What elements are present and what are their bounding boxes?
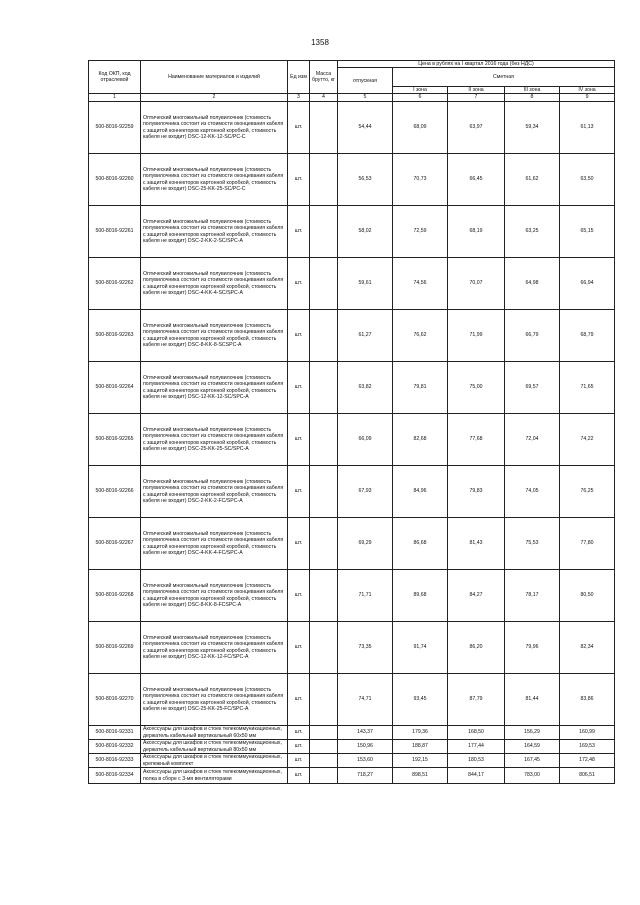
index-cell: 6: [393, 94, 448, 102]
release-price-cell: 153,60: [338, 754, 393, 768]
zone-2-price-cell: 68,19: [448, 206, 505, 258]
mass-cell: [310, 726, 338, 740]
header-release: отпускная: [338, 68, 393, 94]
code-cell: 500-8016-92331: [89, 726, 141, 740]
release-price-cell: 58,02: [338, 206, 393, 258]
mass-cell: [310, 466, 338, 518]
release-price-cell: 73,35: [338, 622, 393, 674]
mass-cell: [310, 570, 338, 622]
unit-cell: шт.: [288, 754, 310, 768]
table-row: [89, 206, 615, 258]
header-unit: Ед изм: [288, 61, 310, 94]
zone-3-price-cell: 69,57: [505, 362, 560, 414]
release-price-cell: 59,61: [338, 258, 393, 310]
mass-cell: [310, 622, 338, 674]
code-cell: 500-8016-92333: [89, 754, 141, 768]
zone-4-price-cell: 77,80: [560, 518, 615, 570]
zone-2-price-cell: 180,53: [448, 754, 505, 768]
zone-1-price-cell: 84,96: [393, 466, 448, 518]
release-price-cell: 143,37: [338, 726, 393, 740]
release-price-cell: 54,44: [338, 102, 393, 154]
name-cell: Оптический многожильный полувилочник (стоимость полувилочника состоит из стоимости оконцевания кабеля с защитой коннекторов картонной коробкой, стоимость кабеля не входит) DSC-25-KK-25-FC/SPC-A: [141, 674, 288, 726]
unit-cell: шт.: [288, 310, 310, 362]
table-row: [89, 362, 615, 414]
unit-cell: шт.: [288, 768, 310, 784]
zone-4-price-cell: 74,22: [560, 414, 615, 466]
table-row: [89, 570, 615, 622]
release-price-cell: 66,09: [338, 414, 393, 466]
name-cell: Оптический многожильный полувилочник (стоимость полувилочника состоит из стоимости оконцевания кабеля с защитой коннекторов картонной коробкой, стоимость кабеля не входит) DSC-2-KK-2-SC/SPC-A: [141, 206, 288, 258]
zone-2-price-cell: 87,79: [448, 674, 505, 726]
zone-4-price-cell: 61,13: [560, 102, 615, 154]
zone-4-price-cell: 83,86: [560, 674, 615, 726]
zone-3-price-cell: 79,96: [505, 622, 560, 674]
code-cell: 500-8016-92265: [89, 414, 141, 466]
zone-2-price-cell: 71,99: [448, 310, 505, 362]
zone-3-price-cell: 74,05: [505, 466, 560, 518]
name-cell: Оптический многожильный полувилочник (стоимость полувилочника состоит из стоимости оконцевания кабеля с защитой коннекторов картонной коробкой, стоимость кабеля не входит) DSC-12-KK-12-SC/SPC-A: [141, 362, 288, 414]
index-cell: 9: [560, 94, 615, 102]
zone-4-price-cell: 172,48: [560, 754, 615, 768]
zone-3-price-cell: 81,44: [505, 674, 560, 726]
zone-3-price-cell: 164,59: [505, 740, 560, 754]
unit-cell: шт.: [288, 206, 310, 258]
name-cell: Аксессуары для шкафов и стоек телекоммуникационных, полка в сборе с 3-мя вентиляторами: [141, 768, 288, 784]
header-zone-3: III зона: [505, 86, 560, 93]
zone-2-price-cell: 79,83: [448, 466, 505, 518]
header-zone-4: IV зона: [560, 86, 615, 93]
release-price-cell: 61,27: [338, 310, 393, 362]
table-row: [89, 414, 615, 466]
zone-3-price-cell: 783,00: [505, 768, 560, 784]
zone-4-price-cell: 169,53: [560, 740, 615, 754]
release-price-cell: 150,96: [338, 740, 393, 754]
header-name: Наименование материалов и изделий: [141, 61, 288, 94]
code-cell: 500-8016-92269: [89, 622, 141, 674]
unit-cell: шт.: [288, 154, 310, 206]
code-cell: 500-8016-92332: [89, 740, 141, 754]
release-price-cell: 67,93: [338, 466, 393, 518]
header-estimate: Сметная: [393, 68, 615, 86]
unit-cell: шт.: [288, 740, 310, 754]
name-cell: Оптический многожильный полувилочник (стоимость полувилочника состоит из стоимости оконцевания кабеля с защитой коннекторов картонной коробкой, стоимость кабеля не входит) DSC-12-KK-12-SC/PC-C: [141, 102, 288, 154]
name-cell: Оптический многожильный полувилочник (стоимость полувилочника состоит из стоимости оконцевания кабеля с защитой коннекторов картонной коробкой, стоимость кабеля не входит) DSC-8-KK-8-FCSPC-A: [141, 570, 288, 622]
name-cell: Аксессуары для шкафов и стоек телекоммуникационных, крепежный комплект: [141, 754, 288, 768]
unit-cell: шт.: [288, 570, 310, 622]
release-price-cell: 63,82: [338, 362, 393, 414]
table-row: [89, 154, 615, 206]
zone-4-price-cell: 66,94: [560, 258, 615, 310]
zone-2-price-cell: 84,27: [448, 570, 505, 622]
zone-1-price-cell: 192,15: [393, 754, 448, 768]
unit-cell: шт.: [288, 674, 310, 726]
zone-2-price-cell: 63,97: [448, 102, 505, 154]
zone-3-price-cell: 63,25: [505, 206, 560, 258]
release-price-cell: 56,53: [338, 154, 393, 206]
unit-cell: шт.: [288, 622, 310, 674]
unit-cell: шт.: [288, 362, 310, 414]
mass-cell: [310, 740, 338, 754]
unit-cell: шт.: [288, 518, 310, 570]
table-row: [89, 310, 615, 362]
mass-cell: [310, 258, 338, 310]
zone-4-price-cell: 80,50: [560, 570, 615, 622]
zone-3-price-cell: 156,29: [505, 726, 560, 740]
zone-1-price-cell: 89,68: [393, 570, 448, 622]
mass-cell: [310, 754, 338, 768]
mass-cell: [310, 768, 338, 784]
unit-cell: шт.: [288, 726, 310, 740]
table-row: [89, 674, 615, 726]
release-price-cell: 71,71: [338, 570, 393, 622]
unit-cell: шт.: [288, 414, 310, 466]
code-cell: 500-8016-92270: [89, 674, 141, 726]
zone-1-price-cell: 179,36: [393, 726, 448, 740]
zone-4-price-cell: 806,51: [560, 768, 615, 784]
mass-cell: [310, 674, 338, 726]
page-number: 1358: [311, 38, 329, 47]
table-row: [89, 622, 615, 674]
zone-1-price-cell: 79,81: [393, 362, 448, 414]
zone-1-price-cell: 86,68: [393, 518, 448, 570]
zone-4-price-cell: 63,50: [560, 154, 615, 206]
zone-3-price-cell: 64,98: [505, 258, 560, 310]
zone-2-price-cell: 168,50: [448, 726, 505, 740]
mass-cell: [310, 102, 338, 154]
header-mass: Масса брутто, кг: [310, 61, 338, 94]
zone-2-price-cell: 86,20: [448, 622, 505, 674]
zone-1-price-cell: 898,51: [393, 768, 448, 784]
header-price: Цена в рублях на I квартал 2016 года (без НДС): [338, 61, 615, 68]
release-price-cell: 69,29: [338, 518, 393, 570]
zone-4-price-cell: 160,99: [560, 726, 615, 740]
release-price-cell: 718,27: [338, 768, 393, 784]
table-row: [89, 518, 615, 570]
header-zone-1: I зона: [393, 86, 448, 93]
unit-cell: шт.: [288, 102, 310, 154]
header-code: Код ОКП, код отраслевой: [89, 61, 141, 94]
name-cell: Аксессуары для шкафов и стоек телекоммуникационных, держатель кабельный вертикальный 80х50 мм: [141, 740, 288, 754]
code-cell: 500-8016-92259: [89, 102, 141, 154]
zone-4-price-cell: 71,65: [560, 362, 615, 414]
code-cell: 500-8016-92334: [89, 768, 141, 784]
zone-4-price-cell: 82,34: [560, 622, 615, 674]
index-cell: 8: [505, 94, 560, 102]
zone-4-price-cell: 76,25: [560, 466, 615, 518]
index-cell: 7: [448, 94, 505, 102]
zone-2-price-cell: 66,45: [448, 154, 505, 206]
zone-1-price-cell: 82,68: [393, 414, 448, 466]
zone-3-price-cell: 167,45: [505, 754, 560, 768]
zone-3-price-cell: 66,79: [505, 310, 560, 362]
code-cell: 500-8016-92262: [89, 258, 141, 310]
zone-3-price-cell: 78,17: [505, 570, 560, 622]
zone-3-price-cell: 75,53: [505, 518, 560, 570]
name-cell: Оптический многожильный полувилочник (стоимость полувилочника состоит из стоимости оконцевания кабеля с защитой коннекторов картонной коробкой, стоимость кабеля не входит) DSC-25-KK-25-SC/SPC-A: [141, 414, 288, 466]
zone-2-price-cell: 81,43: [448, 518, 505, 570]
zone-1-price-cell: 91,74: [393, 622, 448, 674]
zone-1-price-cell: 188,87: [393, 740, 448, 754]
table-row: [89, 258, 615, 310]
mass-cell: [310, 518, 338, 570]
code-cell: 500-8016-92266: [89, 466, 141, 518]
unit-cell: шт.: [288, 466, 310, 518]
name-cell: Оптический многожильный полувилочник (стоимость полувилочника состоит из стоимости оконцевания кабеля с защитой коннекторов картонной коробкой, стоимость кабеля не входит) DSC-25-KK-25-SC/PC-C: [141, 154, 288, 206]
name-cell: Оптический многожильный полувилочник (стоимость полувилочника состоит из стоимости оконцевания кабеля с защитой коннекторов картонной коробкой, стоимость кабеля не входит) DSC-2-KK-2-FC/SPC-A: [141, 466, 288, 518]
table-row: [89, 754, 615, 768]
table-row: [89, 102, 615, 154]
code-cell: 500-8016-92268: [89, 570, 141, 622]
zone-4-price-cell: 68,79: [560, 310, 615, 362]
code-cell: 500-8016-92267: [89, 518, 141, 570]
zone-1-price-cell: 72,59: [393, 206, 448, 258]
name-cell: Оптический многожильный полувилочник (стоимость полувилочника состоит из стоимости оконцевания кабеля с защитой коннекторов картонной коробкой, стоимость кабеля не входит) DSC-4-KK-4-FC/SPC-A: [141, 518, 288, 570]
zone-2-price-cell: 77,68: [448, 414, 505, 466]
zone-3-price-cell: 72,04: [505, 414, 560, 466]
release-price-cell: 74,71: [338, 674, 393, 726]
mass-cell: [310, 310, 338, 362]
index-cell: 5: [338, 94, 393, 102]
name-cell: Оптический многожильный полувилочник (стоимость полувилочника состоит из стоимости оконцевания кабеля с защитой коннекторов картонной коробкой, стоимость кабеля не входит) DSC-12-KK-12-FC/SPC-A: [141, 622, 288, 674]
index-cell: 3: [288, 94, 310, 102]
zone-1-price-cell: 93,45: [393, 674, 448, 726]
code-cell: 500-8016-92261: [89, 206, 141, 258]
zone-3-price-cell: 59,34: [505, 102, 560, 154]
unit-cell: шт.: [288, 258, 310, 310]
mass-cell: [310, 206, 338, 258]
zone-1-price-cell: 74,56: [393, 258, 448, 310]
zone-4-price-cell: 65,15: [560, 206, 615, 258]
table-row: [89, 768, 615, 784]
mass-cell: [310, 414, 338, 466]
zone-3-price-cell: 61,62: [505, 154, 560, 206]
mass-cell: [310, 154, 338, 206]
zone-1-price-cell: 76,62: [393, 310, 448, 362]
table-row: [89, 740, 615, 754]
table-row: [89, 726, 615, 740]
table-row: [89, 466, 615, 518]
zone-1-price-cell: 68,09: [393, 102, 448, 154]
index-cell: 2: [141, 94, 288, 102]
zone-2-price-cell: 75,00: [448, 362, 505, 414]
zone-2-price-cell: 844,17: [448, 768, 505, 784]
name-cell: Оптический многожильный полувилочник (стоимость полувилочника состоит из стоимости оконцевания кабеля с защитой коннекторов картонной коробкой, стоимость кабеля не входит) DSC-4-KK-4-SC/SPC-A: [141, 258, 288, 310]
index-cell: 4: [310, 94, 338, 102]
zone-1-price-cell: 70,73: [393, 154, 448, 206]
mass-cell: [310, 362, 338, 414]
code-cell: 500-8016-92260: [89, 154, 141, 206]
code-cell: 500-8016-92263: [89, 310, 141, 362]
index-cell: 1: [89, 94, 141, 102]
header-zone-2: II зона: [448, 86, 505, 93]
zone-2-price-cell: 70,07: [448, 258, 505, 310]
name-cell: Оптический многожильный полувилочник (стоимость полувилочника состоит из стоимости оконцевания кабеля с защитой коннекторов картонной коробкой, стоимость кабеля не входит) DSC-8-KK-8-SCSPC-A: [141, 310, 288, 362]
zone-2-price-cell: 177,44: [448, 740, 505, 754]
price-table: [88, 60, 615, 784]
name-cell: Аксессуары для шкафов и стоек телекоммуникационных, держатель кабельный вертикальный 60х50 мм: [141, 726, 288, 740]
code-cell: 500-8016-92264: [89, 362, 141, 414]
